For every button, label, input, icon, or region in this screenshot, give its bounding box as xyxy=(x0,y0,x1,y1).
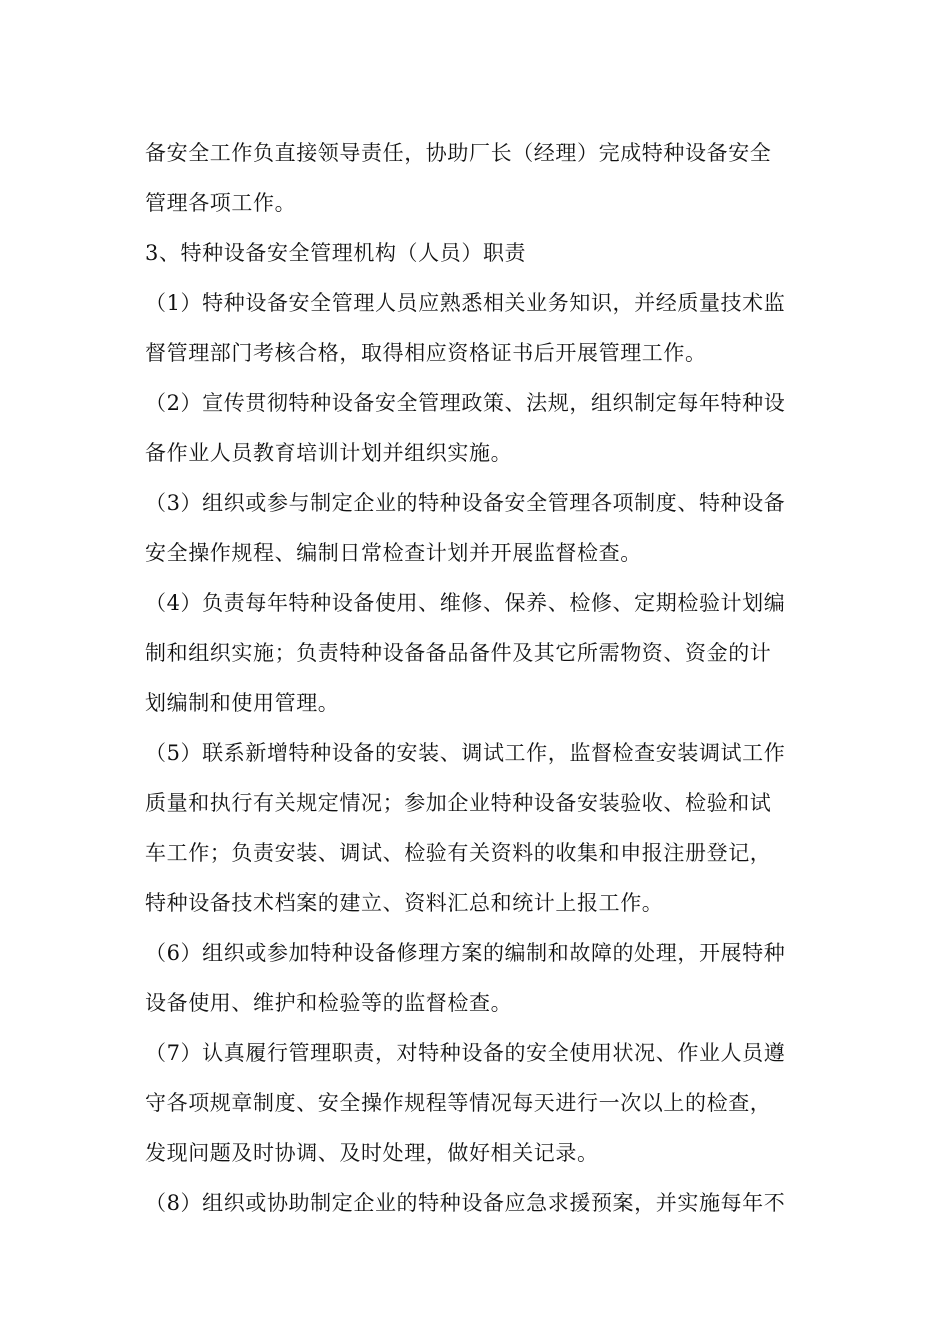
text-line: 质量和执行有关规定情况；参加企业特种设备安装验收、检验和试 xyxy=(145,791,772,815)
text-line: 备作业人员教育培训计划并组织实施。 xyxy=(145,441,513,465)
section-heading: 3、特种设备安全管理机构（人员）职责 xyxy=(145,241,527,265)
text-line: 守各项规章制度、安全操作规程等情况每天进行一次以上的检查， xyxy=(145,1091,772,1115)
text-line: （1）特种设备安全管理人员应熟悉相关业务知识，并经质量技术监 xyxy=(145,291,786,315)
text-line: 督管理部门考核合格，取得相应资格证书后开展管理工作。 xyxy=(145,341,707,365)
text-line: （2）宣传贯彻特种设备安全管理政策、法规，组织制定每年特种设 xyxy=(145,391,786,415)
text-line: （7）认真履行管理职责，对特种设备的安全使用状况、作业人员遵 xyxy=(145,1041,786,1065)
text-line: 划编制和使用管理。 xyxy=(145,691,340,715)
text-line: 设备使用、维护和检验等的监督检查。 xyxy=(145,991,513,1015)
text-line: （8）组织或协助制定企业的特种设备应急求援预案，并实施每年不 xyxy=(145,1191,786,1215)
text-line: 车工作；负责安装、调试、检验有关资料的收集和申报注册登记， xyxy=(145,841,772,865)
text-line: 备安全工作负直接领导责任，协助厂长（经理）完成特种设备安全 xyxy=(145,141,772,165)
text-line: 管理各项工作。 xyxy=(145,191,297,215)
text-line: （3）组织或参与制定企业的特种设备安全管理各项制度、特种设备 xyxy=(145,491,786,515)
text-line: （6）组织或参加特种设备修理方案的编制和故障的处理，开展特种 xyxy=(145,941,786,965)
text-line: （5）联系新增特种设备的安装、调试工作，监督检查安装调试工作 xyxy=(145,741,786,765)
text-line: 制和组织实施；负责特种设备备品备件及其它所需物资、资金的计 xyxy=(145,641,772,665)
text-line: 特种设备技术档案的建立、资料汇总和统计上报工作。 xyxy=(145,891,664,915)
text-line: 安全操作规程、编制日常检查计划并开展监督检查。 xyxy=(145,541,642,565)
text-line: （4）负责每年特种设备使用、维修、保养、检修、定期检验计划编 xyxy=(145,591,786,615)
text-line: 发现问题及时协调、及时处理，做好相关记录。 xyxy=(145,1141,599,1165)
